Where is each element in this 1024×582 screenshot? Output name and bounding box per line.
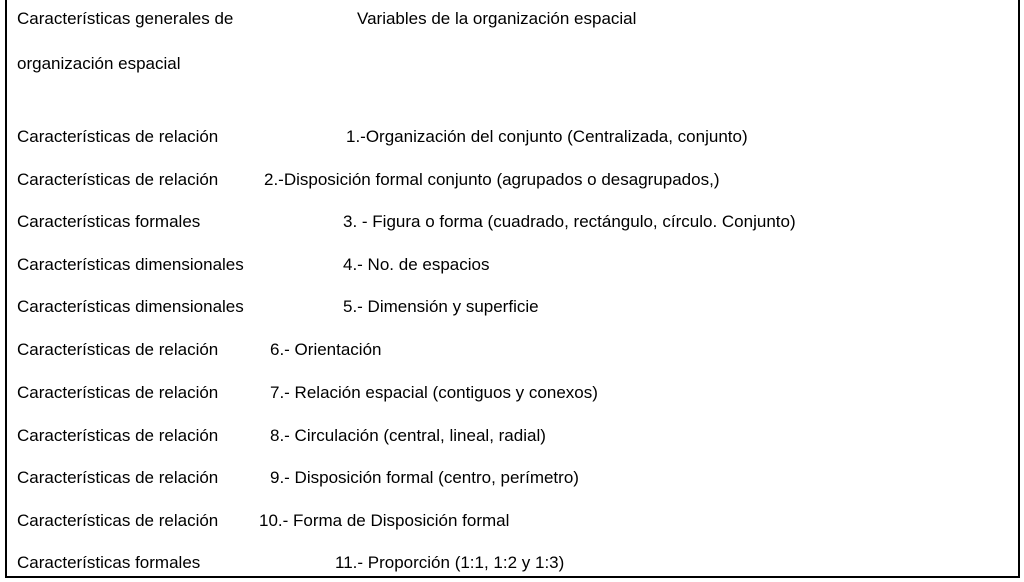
row-8-variable: 8.- Circulación (central, lineal, radial) xyxy=(270,426,546,445)
row-4-variable: 4.- No. de espacios xyxy=(343,255,490,274)
row-9-variable: 9.- Disposición formal (centro, perímetro) xyxy=(270,468,579,487)
row-1-category: Características de relación xyxy=(17,127,219,146)
header-col2: Variables de la organización espacial xyxy=(357,9,637,28)
header-col1-line1: Características generales de xyxy=(17,9,234,28)
row-7-variable: 7.- Relación espacial (contiguos y conexos) xyxy=(270,383,598,402)
row-6-category: Características de relación xyxy=(17,340,219,359)
row-5-variable: 5.- Dimensión y superficie xyxy=(343,297,539,316)
row-4-category: Características dimensionales xyxy=(17,255,244,274)
row-10-variable: 10.- Forma de Disposición formal xyxy=(259,511,510,530)
row-5-category: Características dimensionales xyxy=(17,297,244,316)
row-8-category: Características de relación xyxy=(17,426,219,445)
row-10-category: Características de relación xyxy=(17,511,219,530)
row-3-category: Características formales xyxy=(17,212,201,231)
row-2-category: Características de relación xyxy=(17,170,219,189)
table-frame xyxy=(5,0,1020,578)
row-2-variable: 2.-Disposición formal conjunto (agrupados o desagrupados,) xyxy=(264,170,720,189)
row-11-category: Características formales xyxy=(17,553,201,572)
row-7-category: Características de relación xyxy=(17,383,219,402)
row-11-variable: 11.- Proporción (1:1, 1:2 y 1:3) xyxy=(335,553,565,572)
row-9-category: Características de relación xyxy=(17,468,219,487)
header-col1-line2: organización espacial xyxy=(17,54,181,73)
row-6-variable: 6.- Orientación xyxy=(270,340,382,359)
row-1-variable: 1.-Organización del conjunto (Centralizada, conjunto) xyxy=(346,127,748,146)
row-3-variable: 3. - Figura o forma (cuadrado, rectángulo, círculo. Conjunto) xyxy=(343,212,796,231)
